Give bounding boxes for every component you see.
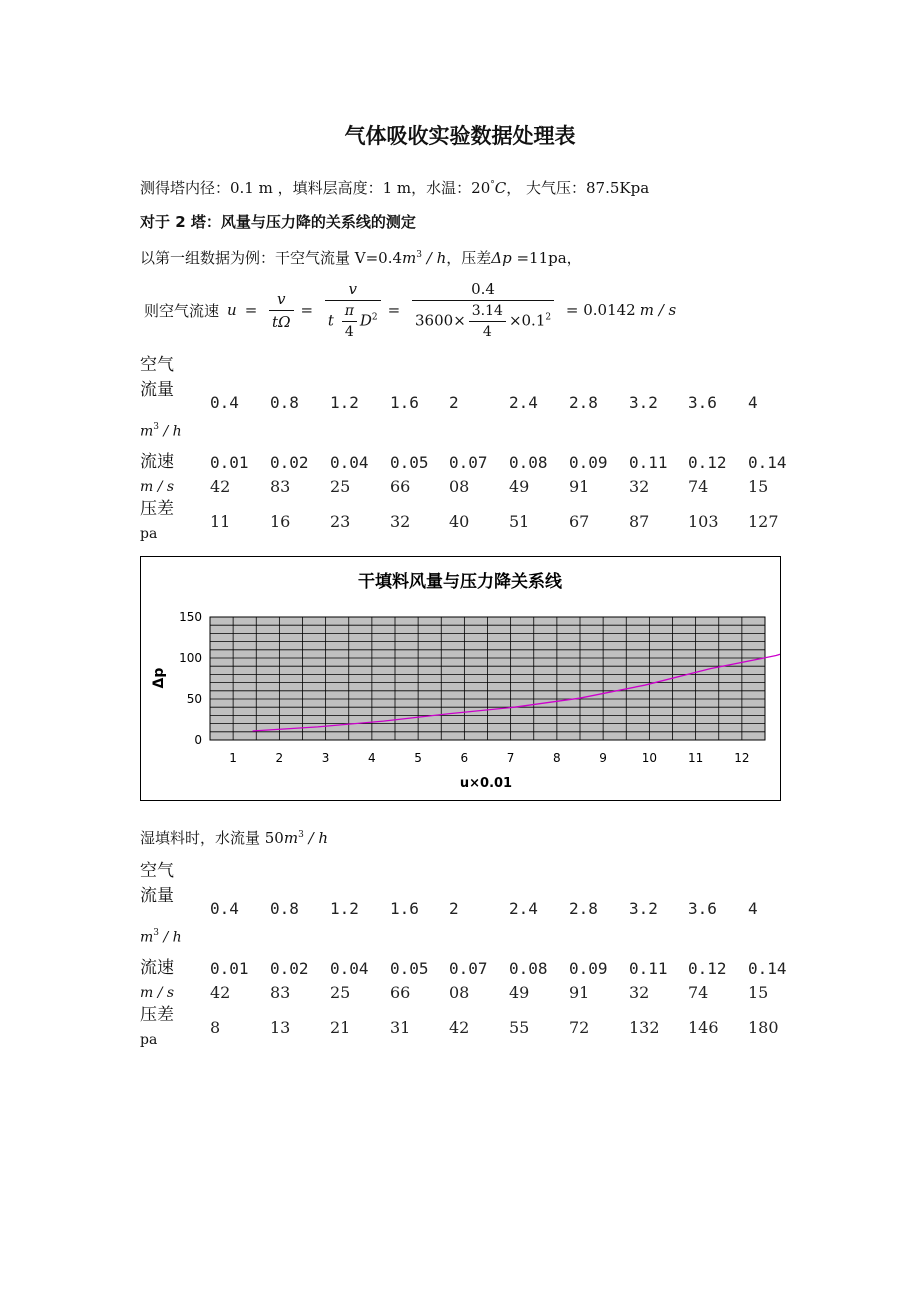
wet-table-speed-bottom-cell: 74 [688,983,709,1002]
wet-caption-unit: / h [303,829,329,847]
wet-hdr-speed-unit: m / s [140,985,175,1001]
formula-result: = 0.0142 [565,301,636,319]
wet-table-dp-cell: 13 [270,1018,291,1037]
dry-table-speed-top-cell: 0.09 [569,453,608,472]
wet-table-flow-cell: 2.4 [509,899,538,918]
wet-table-dp-cell: 72 [569,1018,590,1037]
wet-table-speed-top-cell: 0.05 [390,959,429,978]
fraction-2-numerator: v [325,280,381,301]
x-tick-label: 5 [414,751,422,765]
wet-caption-m: m [283,829,299,847]
wet-table-speed-top-cell: 0.14 [748,959,787,978]
wet-table-flow-cell: 3.2 [629,899,658,918]
wet-table-dp-cell: 132 [629,1018,660,1037]
dry-table-speed-top-cell: 0.05 [390,453,429,472]
dry-table-speed-bottom-cell: 25 [330,477,351,496]
formula-fraction-1 [269,290,293,331]
pressure-text: ， 大气压：87.5Kpa [506,179,650,197]
x-tick-label: 8 [553,751,561,765]
example-text-a: 以第一组数据为例：干空气流量 V=0.4 [140,249,403,267]
wet-hdr-unit-h: / h [159,929,182,946]
wet-table-speed-top-cell: 0.11 [629,959,668,978]
dry-table-dp-cell: 32 [390,512,411,531]
dry-hdr-air-1: 空气 [140,355,174,375]
chart-svg [141,557,780,800]
wet-table-speed-top-cell: 0.08 [509,959,548,978]
wet-table-speed-bottom-cell: 83 [270,983,291,1002]
example-line [140,247,582,268]
dry-table-speed-top-cell: 0.02 [270,453,309,472]
wet-table-dp-cell: 55 [509,1018,530,1037]
dry-hdr-unit-m: m [140,423,154,440]
fraction-2-denominator [325,301,381,340]
dry-table-speed-bottom-cell: 74 [688,477,709,496]
dry-table-speed-top-cell: 0.14 [748,453,787,472]
wet-table-speed-bottom-cell: 15 [748,983,769,1002]
dry-table-dp-cell: 16 [270,512,291,531]
dry-table-dp-cell: 127 [748,512,779,531]
wet-table-speed-bottom-cell: 08 [449,983,470,1002]
den-3600: 3600× [415,311,466,330]
x-axis-label: u×0.01 [459,776,513,791]
dry-hdr-speed-label: 流速 [140,452,174,472]
x-tick-label: 12 [734,751,750,765]
dry-table-flow-cell: 2.8 [569,393,598,412]
wet-table-speed-top-cell: 0.02 [270,959,309,978]
dry-table-speed-bottom-cell: 15 [748,477,769,496]
wet-table-flow-cell: 0.4 [210,899,239,918]
dry-table-dp-cell: 103 [688,512,719,531]
wet-table-flow-cell: 1.6 [390,899,419,918]
x-tick-label: 7 [506,751,515,765]
wet-hdr-air-1: 空气 [140,861,174,881]
dry-table-speed-bottom-cell: 49 [509,477,530,496]
dry-table-speed-top-cell: 0.07 [449,453,488,472]
dry-hdr-dp [140,497,210,547]
area-numerator: 3.14 [469,303,506,322]
fraction-1-numerator: v [269,290,293,311]
chart-title: 干填料风量与压力降关系线 [358,572,562,592]
wet-hdr-unit-m: m [140,929,154,946]
dry-table-dp-cell: 40 [449,512,470,531]
y-tick-label: 50 [186,692,202,706]
den-exponent: 2 [545,312,552,323]
wet-table-flow-cell: 2 [449,899,459,918]
dry-table-flow-cell: 3.2 [629,393,658,412]
dry-hdr-unit-sup: 3 [153,422,160,432]
pi-symbol: π [342,303,357,322]
dry-hdr-unit-h: / h [159,423,182,440]
wet-table-speed-top-cell: 0.07 [449,959,488,978]
example-unit-m: m [402,249,417,267]
wet-table-flow-cell: 0.8 [270,899,299,918]
wet-hdr-dp-label: 压差 [140,1005,174,1025]
dry-table-speed-bottom-cell: 66 [390,477,411,496]
dry-table-flow-cell: 0.8 [270,393,299,412]
wet-table-speed-bottom-cell: 66 [390,983,411,1002]
x-tick-label: 10 [641,751,658,765]
formula-result-unit: m / s [639,301,677,319]
dry-table-dp-cell: 87 [629,512,650,531]
dry-table-speed-bottom-cell: 83 [270,477,291,496]
wet-table-dp-cell: 8 [210,1018,221,1037]
x-tick-label: 11 [687,751,704,765]
dry-table-flow-cell: 3.6 [688,393,717,412]
wet-hdr-unit-sup: 3 [153,928,160,938]
wet-hdr-dp-unit: pa [140,1032,158,1048]
dry-table-speed-top-cell: 0.01 [210,453,249,472]
wet-hdr-speed-label: 流速 [140,958,174,978]
dry-table-flow-cell: 4 [748,393,758,412]
wet-hdr-air [140,859,210,951]
dry-table-dp-cell: 51 [509,512,530,531]
dry-table-flow-cell: 2.4 [509,393,538,412]
formula-u: u [227,301,237,319]
dry-hdr-air [140,353,210,445]
example-dp: Δp [491,249,512,267]
wet-table-speed-bottom-cell: 91 [569,983,590,1002]
dry-table-speed-top-cell: 0.11 [629,453,668,472]
dry-table-flow-cell: 0.4 [210,393,239,412]
dry-hdr-speed-unit: m / s [140,479,175,495]
formula-fraction-2 [325,280,381,340]
dry-table-speed-bottom-cell: 08 [449,477,470,496]
dry-table-flow-cell: 1.2 [330,393,359,412]
y-tick-label: 100 [179,651,202,665]
wet-table-dp-cell: 42 [449,1018,470,1037]
wet-table-dp-cell: 21 [330,1018,351,1037]
dry-table-dp-cell: 67 [569,512,590,531]
d-exponent: 2 [371,312,378,323]
wet-table-flow-cell: 3.6 [688,899,717,918]
wet-table-flow-cell: 4 [748,899,758,918]
dry-table-flow-cell: 2 [449,393,459,412]
dry-table-dp-cell: 11 [210,512,231,531]
wet-hdr-air-2: 流量 [140,886,174,906]
wet-table-speed-top-cell: 0.04 [330,959,369,978]
measurement-text: 测得塔内径：0.1 m ，填料层高度：1 m，水温：20 [140,179,491,197]
wet-table-dp-cell: 180 [748,1018,779,1037]
wet-table-speed-bottom-cell: 25 [330,983,351,1002]
example-unit-h: / h [422,249,447,267]
wet-table-speed-top-cell: 0.09 [569,959,608,978]
formula-prefix: 则空气流速 [144,301,220,320]
degree-sign: ° [490,180,495,190]
pi-over-4 [342,303,357,340]
formula-fraction-3 [412,280,554,340]
dry-table-dp-cell: 23 [330,512,351,531]
wet-table-speed-bottom-cell: 32 [629,983,650,1002]
dry-table-speed-top-cell: 0.04 [330,453,369,472]
x-tick-label: 1 [229,751,237,765]
example-unit-sup: 3 [416,250,422,260]
dry-hdr-dp-unit: pa [140,526,158,542]
wet-table-speed-top-cell: 0.01 [210,959,249,978]
wet-hdr-speed [140,956,210,1006]
y-axis-label: Δp [151,667,167,689]
fraction-1-denominator: tΩ [272,312,291,331]
dry-table-flow-cell: 1.6 [390,393,419,412]
y-tick-label: 0 [194,733,202,747]
wet-table-dp-cell: 146 [688,1018,719,1037]
wet-caption [140,827,328,848]
x-tick-label: 4 [368,751,376,765]
x-tick-label: 3 [321,751,330,765]
example-text-c: =11pa， [511,249,582,267]
wet-hdr-dp [140,1003,210,1053]
denominator-t: t [327,311,334,330]
x-tick-label: 2 [275,751,284,765]
dry-hdr-dp-label: 压差 [140,499,174,519]
wet-table-speed-bottom-cell: 42 [210,983,231,1002]
dry-hdr-air-2: 流量 [140,380,174,400]
dry-table-speed-top-cell: 0.08 [509,453,548,472]
wet-caption-text: 湿填料时，水流量 50 [140,829,284,847]
dry-table-speed-bottom-cell: 32 [629,477,650,496]
wet-table-dp-cell: 31 [390,1018,411,1037]
dry-chart [140,556,781,801]
denominator-d: D [359,311,372,330]
x-tick-label: 9 [599,751,607,765]
dry-hdr-speed [140,450,210,500]
wet-caption-sup: 3 [298,830,304,840]
pi-denominator: 4 [344,324,354,340]
celsius-unit: C [494,179,507,197]
wet-table-flow-cell: 2.8 [569,899,598,918]
measurement-line [140,177,649,198]
wet-table-flow-cell: 1.2 [330,899,359,918]
fraction-3-denominator [412,301,554,340]
x-tick-label: 6 [460,751,469,765]
dry-table-speed-top-cell: 0.12 [688,453,727,472]
wet-table-speed-bottom-cell: 49 [509,983,530,1002]
den-diameter: ×0.1 [508,311,546,330]
dry-table-speed-bottom-cell: 91 [569,477,590,496]
area-denominator: 4 [482,324,492,340]
example-text-b: ，压差 [446,249,492,267]
y-tick-label: 150 [179,610,202,624]
page-title: 气体吸收实验数据处理表 [344,124,576,148]
fraction-3-numerator: 0.4 [412,280,554,301]
area-fraction [469,303,506,340]
velocity-formula: 则空气流速 u = $\frac{v}{t\Omega}$ = v t $\frac{\pi}{4}$ $D^2$ = 0.4 3600× $\frac{3.14}{4}$ $\times 0.1^2$ = 0.0142 m / s [144,280,677,340]
section-heading: 对于 2 塔：风量与压力降的关系线的测定 [140,213,416,231]
wet-table-speed-top-cell: 0.12 [688,959,727,978]
dry-table-speed-bottom-cell: 42 [210,477,231,496]
